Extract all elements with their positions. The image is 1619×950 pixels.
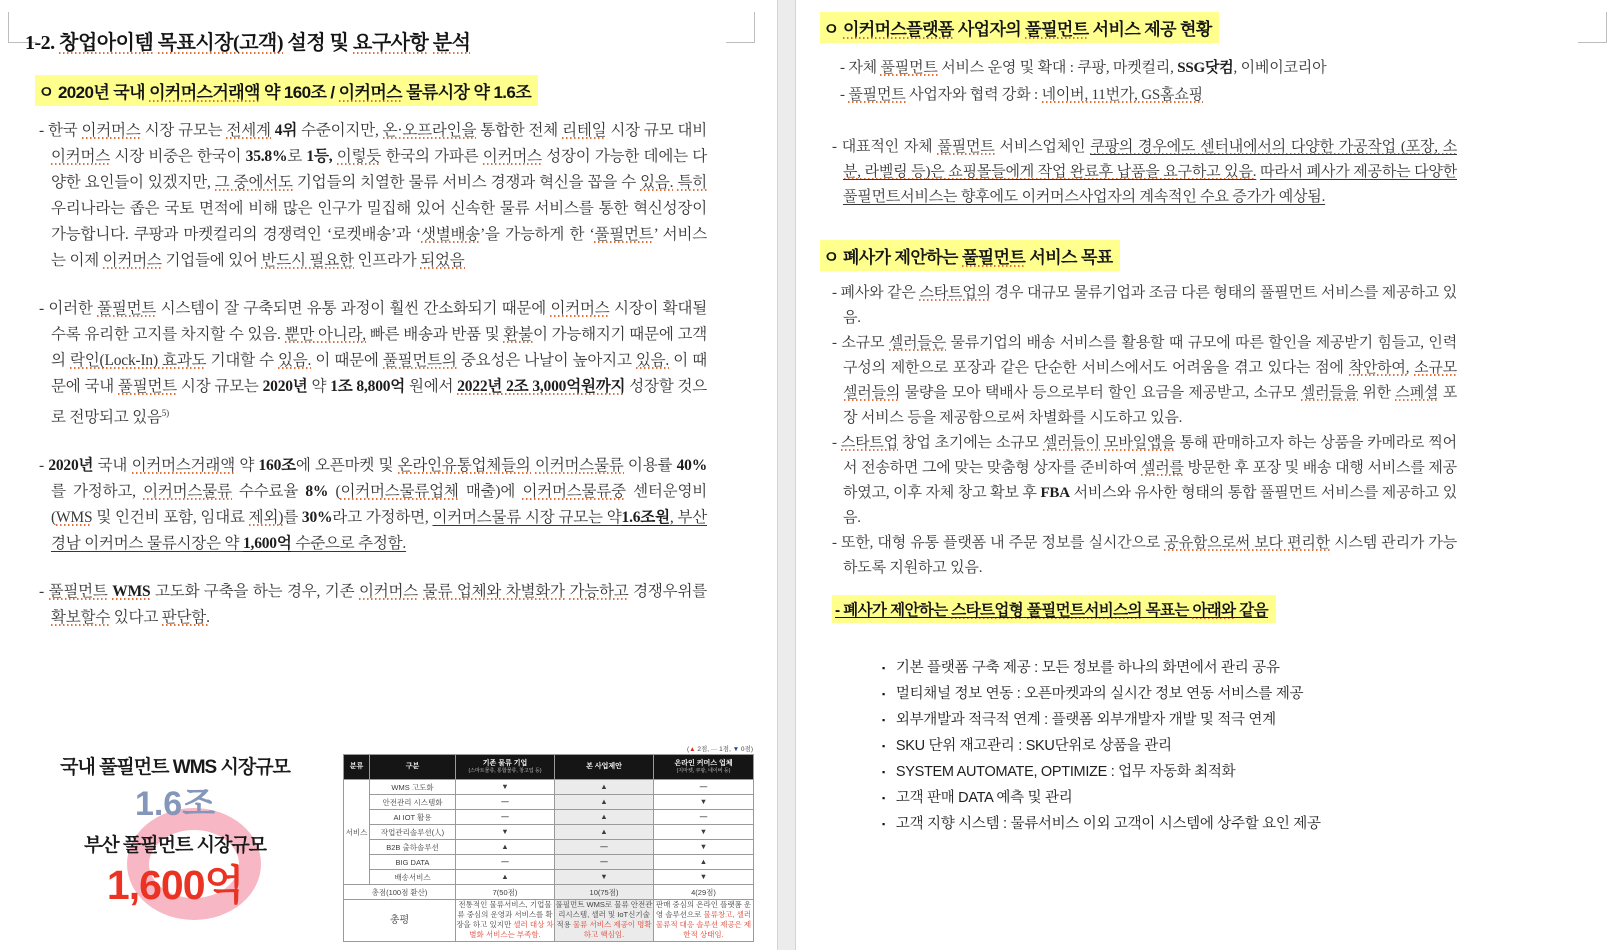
rating-symbol: ▲ — [555, 795, 654, 810]
goal-text: 멀티채널 정보 연동 : 오픈마켓과의 실시간 정보 연동 서비스를 제공 — [895, 686, 1304, 702]
summary-cell: 풀필먼트 WMS로 물류 안전관리시스템, 셀러 및 IoT신기술 적용 물류 서비스 제공이 명확하고 핵심임. — [555, 900, 653, 940]
col-existing-logistics — [456, 755, 555, 780]
goal-text: SYSTEM AUTOMATE, OPTIMIZE : 업무 자동화 최적화 — [895, 764, 1236, 780]
rating-symbol: ▼ — [555, 870, 654, 885]
rating-symbol: ▲ — [456, 870, 555, 885]
square-bullet-icon: ▪ — [882, 793, 885, 803]
list-item — [882, 707, 1579, 733]
row-label: B2B 출하솔루션 — [370, 840, 456, 855]
summary-cell: 전통적인 물류서비스, 기업물류 중심의 운영과 서비스를 확장을 하고 있지만 셀러 대상 차별화 서비스는 부족함. — [456, 900, 554, 940]
competitor-comparison-table — [343, 744, 755, 942]
square-bullet-icon: ▪ — [882, 767, 885, 777]
dash-item-own-fulfillment: - 자체 풀필먼트 서비스 운영 및 확대 : 쿠팡, 마켓컬리, SSG닷컴, 이베이코리아 — [840, 60, 1327, 76]
rating-symbol: ▼ — [456, 780, 555, 795]
rating-symbol: ▲ — [555, 780, 654, 795]
list-item — [882, 681, 1579, 707]
goal-text: 고객 판매 DATA 예측 및 관리 — [895, 790, 1073, 806]
score-value: 10(75점) — [555, 885, 654, 900]
goal-text: SKU 단위 재고관리 : SKU단위로 상품을 관리 — [895, 738, 1172, 754]
table-row — [344, 795, 754, 810]
table-score-legend: (▲ 2점, ― 1점, ▼ 0점) — [686, 746, 753, 753]
square-bullet-icon: ▪ — [882, 689, 885, 699]
rating-symbol: ▲ — [456, 840, 555, 855]
rating-symbol: ― — [555, 840, 654, 855]
table-row — [344, 825, 754, 840]
col-online-commerce — [654, 755, 754, 780]
summary-label: 총평 — [344, 900, 456, 942]
score-label: 총점(100점 환산) — [344, 885, 456, 900]
col-sublabel: (스마트물류, 통합물류, 창고업 등) — [468, 768, 542, 775]
score-value: 4(29점) — [654, 885, 754, 900]
dash-item-partnership: - 풀필먼트 사업자와 협력 강화 : 네이버, 11번가, GS홈쇼핑 — [840, 87, 1203, 103]
summary-cell: 판매 중심의 온라인 플랫폼 운영 솔루션으로 물류창고, 셀러 물류적 대응 솔루션 제공은 제한적 상태임. — [654, 900, 754, 942]
list-item — [882, 785, 1579, 811]
col-category: 분류 — [344, 755, 370, 780]
group-cell: 서비스 — [344, 780, 370, 885]
square-bullet-icon: ▪ — [882, 715, 885, 725]
table-row — [344, 780, 754, 795]
table-row — [344, 855, 754, 870]
row-label: 배송서비스 — [370, 870, 456, 885]
paragraph-market-estimate: - 2020년 국내 이커머스거래액 약 160조에 오픈마켓 및 온라인유통업체들의 이커머스물류 이용률 40%를 가정하고, 이커머스물류 수수료율 8% (이커머스물류업체 매출)에 이커머스물류중 센터운영비 (WMS 및 인건비 포함, 임대료 제외)를 30%라고 가정하면, 이커머스물류 시장 규모는 약1.6조원, 부산경남 이커머스 물류시장은 약 1,600억 수준으로 추정함. — [39, 457, 708, 553]
col-label: 기존 물류 기업 — [482, 760, 528, 768]
goal-text: 고객 지향 시스템 : 물류서비스 이외 고객이 시스템에 상주할 요인 제공 — [895, 816, 1321, 832]
square-bullet-icon: ▪ — [882, 819, 885, 829]
square-bullet-icon: ▪ — [882, 741, 885, 751]
section-heading-market-size: ㅇ 2020년 국내 이커머스거래액 약 160조 / 이커머스 물류시장 약 1.6조 — [35, 75, 538, 106]
wms-market-value: 1.6조 — [134, 785, 216, 823]
busan-market-label: 부산 풀필먼트 시장규모 — [83, 835, 267, 856]
rating-symbol: ― — [456, 810, 555, 825]
col-sublabel: (지마켓, 쿠팡, 네이버 등) — [676, 768, 731, 775]
rating-symbol: ― — [654, 780, 754, 795]
list-item — [882, 759, 1579, 785]
heading-startup-fulfillment-goals: - 폐사가 제안하는 스타트업형 풀필먼트서비스의 목표는 아래와 같음 — [832, 595, 1276, 623]
paragraph-small-sellers: - 소규모 셀러들은 물류기업의 배송 서비스를 활용할 때 규모에 따른 할인을 제공받기 힘들고, 인력 구성의 제한으로 포장과 같은 단순한 서비스에서도 어려움을 겪고 있다는 점에 착안하여, 소규모 셀러들의 물량을 모아 택배사 등으로부터 할인 요금을 제공받고, 소규모 셀러들을 위한 스페셜 포장 서비스 등을 제공함으로써 차별화를 시도하고 있음. — [832, 335, 1457, 426]
rating-symbol: ― — [456, 795, 555, 810]
row-label: AI IOT 활용 — [370, 810, 456, 825]
goal-text: 외부개발과 적극적 연계 : 플랫폼 외부개발자 개발 및 적극 연계 — [895, 712, 1276, 728]
rating-symbol: ― — [654, 810, 754, 825]
list-item — [882, 811, 1579, 837]
row-label: 안전관리 시스템화 — [370, 795, 456, 810]
goal-bullet-list — [882, 655, 1579, 837]
section-heading-service-goal: ㅇ 폐사가 제안하는 풀필먼트 서비스 목표 — [820, 240, 1120, 271]
rating-symbol: ▼ — [654, 795, 754, 810]
document-page-right[interactable] — [794, 0, 1619, 950]
table-header-row — [344, 755, 754, 780]
paragraph-platform-sync: - 또한, 대형 유통 플랫폼 내 주문 정보를 실시간으로 공유함으로써 보다 편리한 시스템 관리가 가능하도록 지원하고 있음. — [832, 535, 1457, 576]
score-value: 7(50점) — [456, 885, 555, 900]
rating-symbol: ▼ — [456, 825, 555, 840]
paragraph-startup-difference: - 폐사와 같은 스타트업의 경우 대규모 물류기업과 조금 다른 형태의 풀필먼트 서비스를 제공하고 있음. — [832, 285, 1457, 326]
wms-market-label: 국내 풀필먼트 WMS 시장규모 — [60, 757, 290, 778]
rating-symbol: ▲ — [555, 810, 654, 825]
list-item — [882, 655, 1579, 681]
row-label: BIG DATA — [370, 855, 456, 870]
list-item — [882, 733, 1579, 759]
document-page-left[interactable] — [0, 0, 777, 950]
rating-symbol: ― — [456, 855, 555, 870]
rating-symbol: ▼ — [654, 825, 754, 840]
square-bullet-icon: ▪ — [882, 663, 885, 673]
col-item: 구분 — [370, 755, 456, 780]
paragraph-early-startup: - 스타트업 창업 초기에는 소규모 셀러들이 모바일앱을 통해 판매하고자 하는 상품을 카메라로 찍어서 전송하면 그에 맞는 맞춤형 상자를 준비하여 셀러를 방문한 후 포장 및 배송 대행 서비스를 제공하였고, 이후 자체 창고 확보 후 FBA 서비스와 유사한 형태의 통합 풀필먼트 서비스를 제공하고 있음. — [832, 435, 1457, 526]
paragraph-coupang-case: - 대표적인 자체 풀필먼트 서비스업체인 쿠팡의 경우에도 센터내에서의 다양한 가공작업 (포장, 소분, 라벨링 등)은 쇼핑몰들에게 작업 완료후 납품을 요구하고 있음. 따라서 폐사가 제공하는 다양한 풀필먼트서비스는 향후에도 이커머스사업자의 계속적인 수요 증가가 예상됨. — [832, 139, 1457, 205]
table-row — [344, 810, 754, 825]
paragraph-fulfillment-growth: - 이러한 풀필먼트 시스템이 잘 구축되면 유통 과정이 훨씬 간소화되기 때문에 이커머스 시장이 확대될수록 유리한 고지를 차지할 수 있음. 뿐만 아니라, 빠른 배송과 반품 및 환불이 가능해지기 때문에 고객의 락인(Lock-In) 효과도 기대할 수 있음. 이 때문에 풀필먼트의 중요성은 나날이 높아지고 있음. 이 때문에 국내 풀필먼트 시장 규모는 2020년 약 1조 8,800억 원에서 2022년 2조 3,000억원까지 성장할 것으로 전망되고 있음$^{5)}$ — [39, 300, 707, 427]
paragraph-wms-advantage: - 풀필먼트 WMS 고도화 구축을 하는 경우, 기존 이커머스 물류 업체와 차별화가 가능하고 경쟁우위를 확보할수 있다고 판단함. — [39, 583, 707, 627]
rating-symbol: ▼ — [654, 840, 754, 855]
rating-symbol: ▼ — [654, 870, 754, 885]
page-title: 1-2. 창업아이템 목표시장(고객) 설정 및 요구사항 분석 — [25, 32, 471, 54]
row-label: 작업관리솔루션(人) — [370, 825, 456, 840]
paragraph-korea-ecommerce: - 한국 이커머스 시장 규모는 전세계 4위 수준이지만, 온·오프라인을 통합한 전체 리테일 시장 규모 대비 이커머스 시장 비중은 한국이 35.8%로 1등, 이렇듯 한국의 가파른 이커머스 성장이 가능한 데에는 다양한 요인들이 있겠지만, 그 중에서도 기업들의 치열한 물류 서비스 경쟁과 혁신을 꼽을 수 있음. 특히 우리나라는 좁은 국토 면적에 비해 많은 인구가 밀집해 있어 신속한 물류 서비스를 통한 혁신성장이 가능합니다. 쿠팡과 마켓컬리의 경쟁력인 ‘로켓배송’과 ‘샛별배송’을 가능하게 한 ‘풀필먼트’ 서비스는 이제 이커머스 기업들에 있어 반드시 필요한 인프라가 되었음 — [39, 122, 708, 269]
rating-symbol: ▲ — [654, 855, 754, 870]
market-size-figure — [25, 742, 752, 950]
rating-symbol: ― — [555, 855, 654, 870]
col-label: 온라인 커머스 업체 — [674, 760, 733, 768]
section-heading-platform-status: ㅇ 이커머스플랫폼 사업자의 풀필먼트 서비스 제공 현황 — [820, 12, 1219, 43]
table-row — [344, 840, 754, 855]
row-label: WMS 고도화 — [370, 780, 456, 795]
col-this-proposal: 본 사업제안 — [555, 755, 654, 780]
rating-symbol: ▲ — [555, 825, 654, 840]
table-summary-row — [344, 900, 754, 942]
table-score-row — [344, 885, 754, 900]
table-row — [344, 870, 754, 885]
busan-market-value: 1,600억 — [106, 862, 244, 908]
goal-text: 기본 플랫폼 구축 제공 : 모든 정보를 하나의 화면에서 관리 공유 — [895, 660, 1280, 676]
